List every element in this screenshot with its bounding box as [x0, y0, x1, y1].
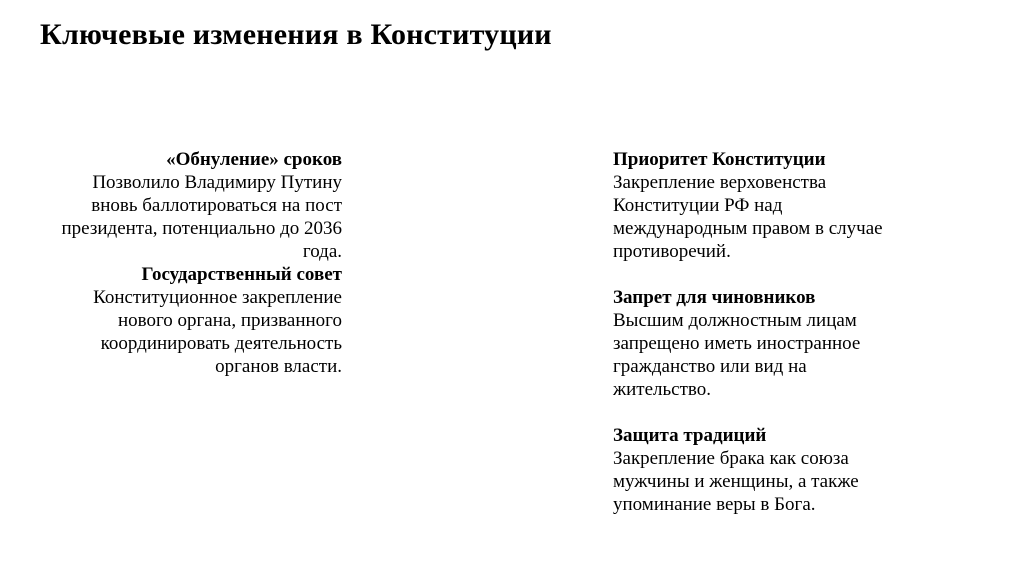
section-body: Высшим должностным лицам запрещено иметь иностранное гражданство или вид на жительство.: [613, 310, 861, 400]
right-section-traditions: [613, 424, 887, 516]
section-heading: Приоритет Конституции: [613, 149, 826, 170]
left-section-state-council: [56, 263, 342, 378]
section-heading: Запрет для чиновников: [613, 287, 816, 308]
slide-title: Ключевые изменения в Конституции: [40, 18, 552, 51]
left-text-column: [56, 148, 342, 378]
right-section-officials-ban: [613, 286, 887, 401]
section-body: Конституционное закрепление нового органа, призванного координировать деятельность органов власти.: [93, 287, 342, 377]
section-body: Позволило Владимиру Путину вновь баллотироваться на пост президента, потенциально до 2036 года.: [61, 172, 342, 262]
section-body: Закрепление верховенства Конституции РФ над международным правом в случае противоречий.: [613, 172, 883, 262]
left-section-term-reset: [56, 148, 342, 263]
section-body: Закрепление брака как союза мужчины и женщины, а также упоминание веры в Бога.: [613, 448, 859, 515]
section-heading: Защита традиций: [613, 425, 767, 446]
right-text-column: [613, 148, 887, 516]
right-section-constitution-priority: [613, 148, 887, 263]
section-heading: Государственный совет: [141, 264, 342, 285]
section-heading: «Обнуление» сроков: [166, 149, 342, 170]
